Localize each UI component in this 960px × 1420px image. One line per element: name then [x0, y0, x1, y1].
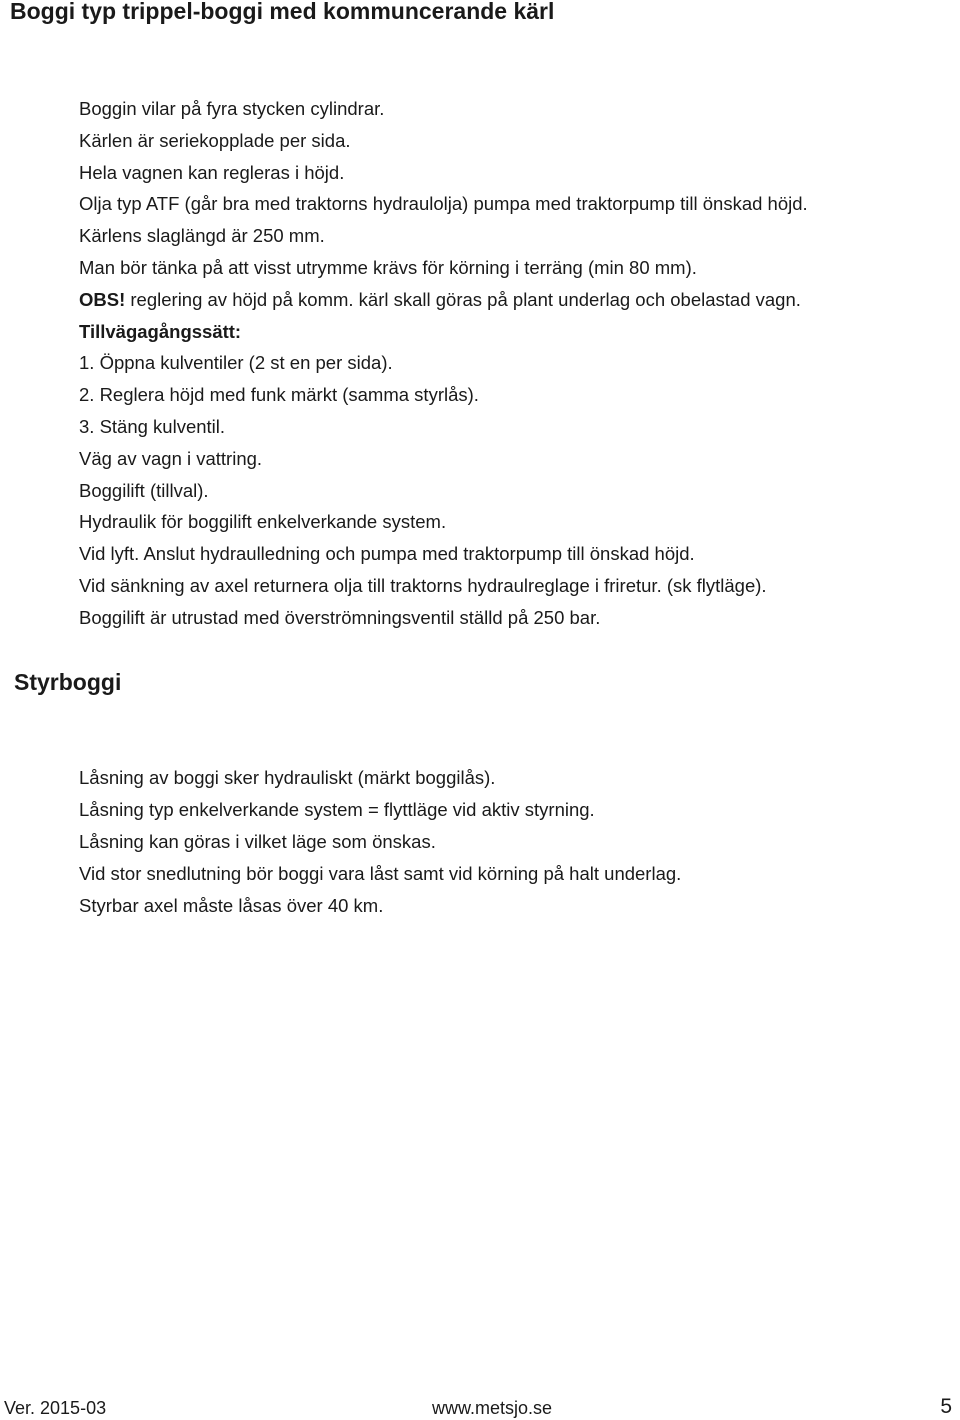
text-line: Boggilift (tillval).: [79, 479, 209, 501]
footer-page-number: 5: [940, 1395, 952, 1418]
step-line: 1. Öppna kulventiler (2 st en per sida).: [79, 352, 393, 374]
obs-text: reglering av höjd på komm. kärl skall göras på plant underlag och obelastad vagn.: [125, 288, 801, 310]
footer-website: www.metsjo.se: [432, 1398, 553, 1418]
text-line: Vid stor snedlutning bör boggi vara låst samt vid körning på halt underlag.: [79, 863, 682, 884]
text-line: Styrbar axel måste låsas över 40 km.: [79, 895, 384, 916]
text-line: Boggin vilar på fyra stycken cylindrar.: [79, 98, 385, 119]
section-boggi-text: [79, 93, 808, 634]
step-line: 2. Reglera höjd med funk märkt (samma styrlås).: [79, 384, 479, 406]
footer-version: Ver. 2015-03: [4, 1398, 107, 1418]
text-line: Olja typ ATF (går bra med traktorns hydraulolja) pumpa med traktorpump till önskad höjd.: [79, 193, 808, 215]
text-line: Kärlens slaglängd är 250 mm.: [79, 225, 325, 247]
section-title-styrboggi: Styrboggi: [14, 669, 122, 695]
obs-label: OBS!: [79, 288, 126, 310]
text-line: Kärlen är seriekopplade per sida.: [79, 129, 351, 151]
text-line: Hela vagnen kan regleras i höjd.: [79, 161, 345, 183]
text-line: Vid lyft. Anslut hydraulledning och pumpa med traktorpump till önskad höjd.: [79, 543, 695, 565]
text-line: Boggilift är utrustad med överströmningsventil ställd på 250 bar.: [79, 606, 601, 628]
procedure-heading: Tillvägagångssätt:: [79, 320, 242, 342]
text-line: Låsning kan göras i vilket läge som önskas.: [79, 831, 436, 852]
text-line: Man bör tänka på att visst utrymme krävs för körning i terräng (min 80 mm).: [79, 256, 697, 278]
text-line: Väg av vagn i vattring.: [79, 447, 263, 469]
text-line: Låsning typ enkelverkande system = flyttläge vid aktiv styrning.: [79, 799, 595, 820]
text-line: Vid sänkning av axel returnera olja till traktorns hydraulreglage i friretur. (sk flytläge).: [79, 574, 767, 596]
obs-line: [79, 284, 808, 316]
text-line: Låsning av boggi sker hydrauliskt (märkt boggilås).: [79, 767, 496, 788]
section-styrboggi-text: [79, 762, 681, 922]
step-line: 3. Stäng kulventil.: [79, 415, 226, 437]
page-title: Boggi typ trippel-boggi med kommuncerande kärl: [10, 0, 555, 24]
text-line: Hydraulik för boggilift enkelverkande system.: [79, 511, 447, 533]
